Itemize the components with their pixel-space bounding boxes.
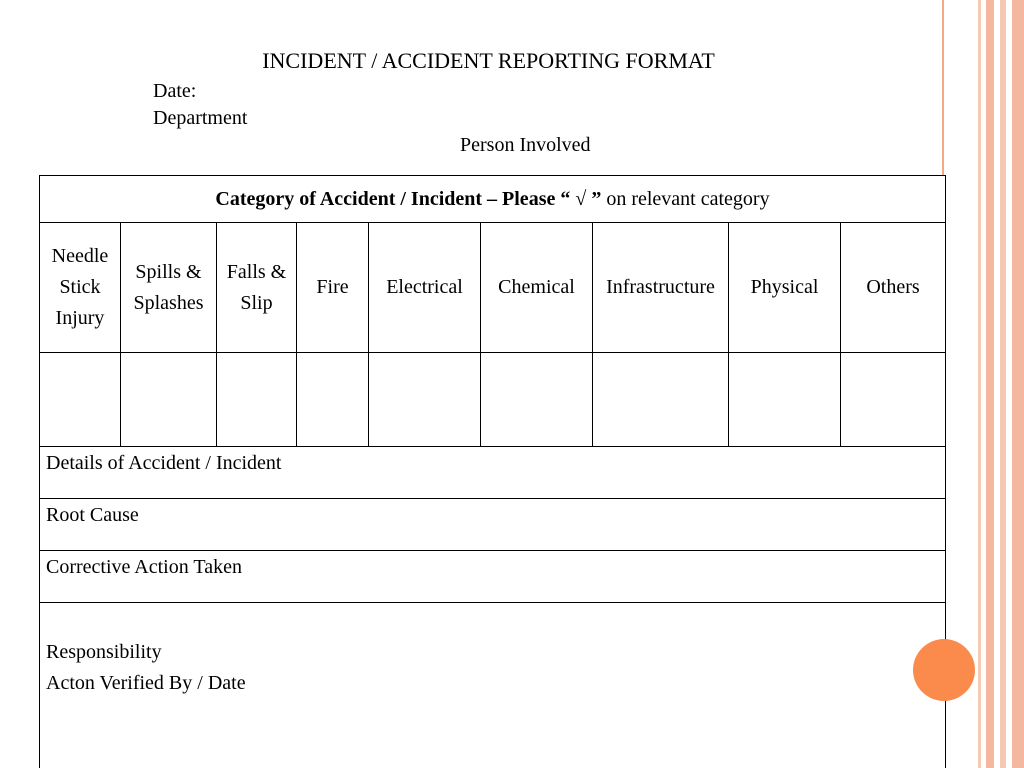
category-label: Slip <box>240 291 273 314</box>
category-cell <box>841 223 946 353</box>
category-label: Chemical <box>498 276 575 298</box>
category-check-cell[interactable] <box>121 353 217 447</box>
category-cell <box>121 223 217 353</box>
category-label: Splashes <box>133 291 204 314</box>
category-label: Electrical <box>386 276 463 298</box>
category-label: Falls & <box>226 260 287 283</box>
category-cell <box>369 223 481 353</box>
category-cell <box>297 223 369 353</box>
category-check-cell[interactable] <box>841 353 946 447</box>
date-label: Date: <box>153 80 197 102</box>
corrective-action-label: Corrective Action Taken <box>46 556 242 578</box>
decorative-stripe <box>1000 0 1006 768</box>
checkbox-row <box>40 353 946 447</box>
category-check-cell[interactable] <box>297 353 369 447</box>
category-cell <box>729 223 841 353</box>
category-header <box>40 176 946 223</box>
category-label: Fire <box>316 276 349 298</box>
category-label: Stick <box>59 276 101 298</box>
category-check-cell[interactable] <box>593 353 729 447</box>
category-cell <box>481 223 593 353</box>
category-cell <box>40 223 121 353</box>
page-title: INCIDENT / ACCIDENT REPORTING FORMAT <box>262 48 715 73</box>
category-label: Needle <box>51 245 109 267</box>
report-form-table <box>39 175 946 768</box>
category-label: Physical <box>750 276 819 298</box>
category-header-bold: Category of Accident / Incident – Please “ √ ” <box>215 187 602 210</box>
details-row[interactable] <box>40 447 946 499</box>
category-label: Infrastructure <box>606 276 715 298</box>
decorative-stripe <box>1012 0 1024 768</box>
category-check-cell[interactable] <box>369 353 481 447</box>
category-label: Spills & <box>135 260 202 283</box>
category-cell <box>593 223 729 353</box>
root-cause-row[interactable] <box>40 499 946 551</box>
corrective-action-row[interactable] <box>40 551 946 603</box>
category-check-cell[interactable] <box>729 353 841 447</box>
verified-by-label: Acton Verified By / Date <box>46 672 246 694</box>
decorative-stripe <box>978 0 981 768</box>
person-involved-label: Person Involved <box>460 134 591 156</box>
category-check-cell[interactable] <box>40 353 121 447</box>
category-row <box>40 223 946 353</box>
details-label: Details of Accident / Incident <box>46 452 282 474</box>
category-check-cell[interactable] <box>217 353 297 447</box>
category-check-cell[interactable] <box>481 353 593 447</box>
category-cell <box>217 223 297 353</box>
department-label: Department <box>153 107 248 129</box>
category-label: Injury <box>55 307 105 329</box>
category-label: Others <box>866 276 920 298</box>
responsibility-row[interactable] <box>40 603 946 768</box>
decorative-stripe <box>986 0 994 768</box>
accent-circle <box>913 639 975 701</box>
responsibility-label: Responsibility <box>46 641 162 663</box>
root-cause-label: Root Cause <box>46 504 139 526</box>
category-header-normal: on relevant category <box>601 187 770 210</box>
